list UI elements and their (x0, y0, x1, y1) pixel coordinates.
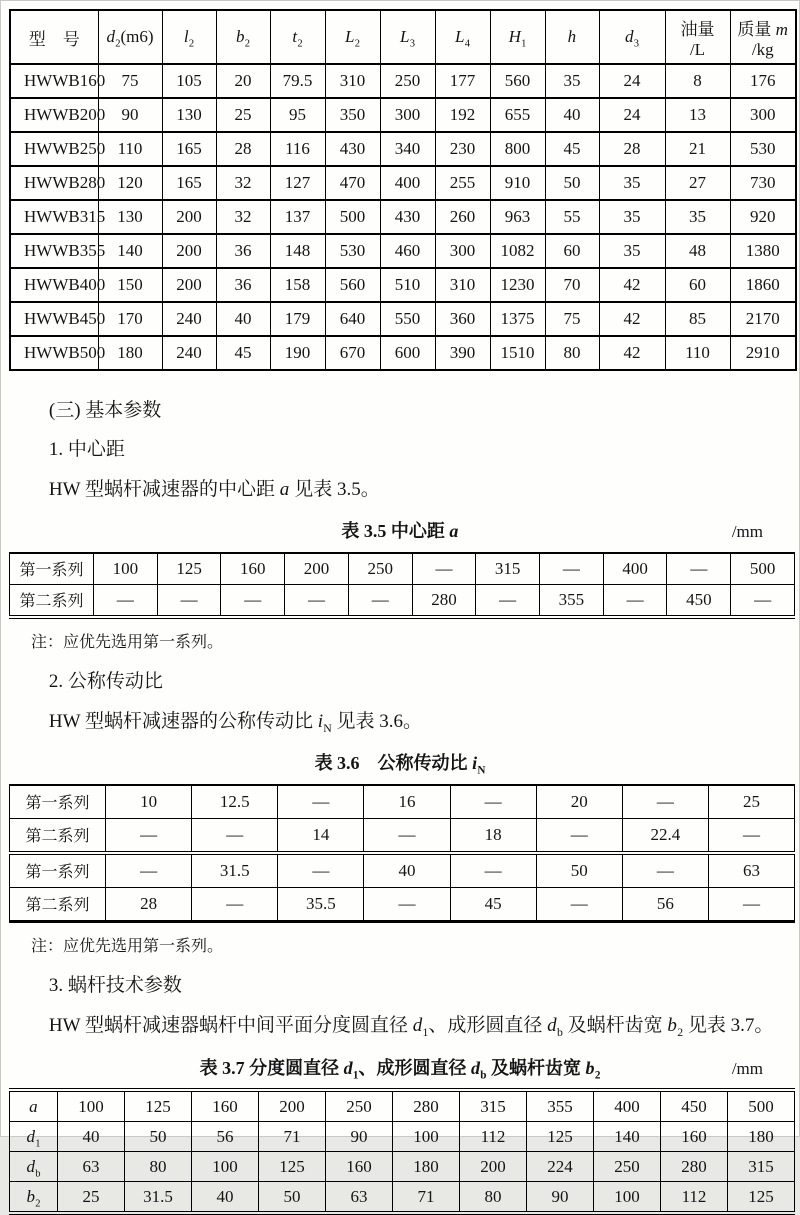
table-cell: 670 (325, 336, 380, 370)
table-cell: 179 (270, 302, 325, 336)
table-cell: 20 (216, 64, 270, 98)
table-cell: — (285, 584, 349, 617)
column-header: $d_2(m6)$ (98, 10, 162, 64)
row-header: HWWB450 (10, 302, 98, 336)
table-cell: 200 (460, 1152, 527, 1182)
table-cell: 200 (162, 268, 216, 302)
table-body (10, 785, 795, 922)
table-cell: 125 (527, 1122, 594, 1152)
item1-heading: 1. 中心距 (48, 438, 125, 460)
table-cell: — (412, 553, 476, 585)
table-cell: 180 (728, 1122, 795, 1152)
table-cell: 800 (490, 132, 545, 166)
item1-paragraph: HW 型蜗杆减速器的中心距 a 见表 3.5。 (48, 479, 380, 500)
table-cell: 125 (125, 1090, 192, 1122)
table-cell: 1380 (730, 234, 796, 268)
table-cell: 25 (216, 98, 270, 132)
table-cell: 355 (540, 584, 604, 617)
table-cell: 125 (157, 553, 221, 585)
table-cell: 24 (599, 98, 665, 132)
table-cell: 240 (162, 336, 216, 370)
table-cell: 20 (536, 785, 622, 819)
table-3-7-caption (9, 1057, 791, 1080)
table-cell: 460 (380, 234, 435, 268)
column-header: $H_1$ (490, 10, 545, 64)
table-cell: 12.5 (192, 785, 278, 819)
table-cell: 315 (460, 1090, 527, 1122)
table-cell: — (450, 785, 536, 819)
item2-heading: 2. 公称传动比 (48, 670, 163, 692)
table-cell: 31.5 (125, 1182, 192, 1214)
table-cell: 127 (270, 166, 325, 200)
table-cell: 350 (325, 98, 380, 132)
table-cell: 190 (270, 336, 325, 370)
table-cell: 125 (728, 1182, 795, 1214)
table-cell: 63 (326, 1182, 393, 1214)
table-cell: 35 (545, 64, 599, 98)
transmission-ratio-table (9, 784, 795, 923)
table-cell: 260 (435, 200, 490, 234)
table-row (10, 553, 795, 585)
table-cell: — (157, 584, 221, 617)
table-cell: — (536, 887, 622, 921)
table-cell: 40 (192, 1182, 259, 1214)
table-cell: 280 (393, 1090, 460, 1122)
center-distance-table (9, 552, 795, 619)
table-cell: 71 (393, 1182, 460, 1214)
table-cell: 510 (380, 268, 435, 302)
table-cell: 80 (545, 336, 599, 370)
row-header: $d_1$ (10, 1122, 58, 1152)
table-cell: 300 (380, 98, 435, 132)
table-cell: 25 (708, 785, 794, 819)
table-row (10, 132, 796, 166)
table-row (10, 268, 796, 302)
row-header: HWWB355 (10, 234, 98, 268)
table-cell: 450 (661, 1090, 728, 1122)
table-3-5-caption (9, 520, 791, 543)
table-row (10, 1182, 795, 1214)
column-header: $L_4$ (435, 10, 490, 64)
table-cell: 100 (94, 553, 158, 585)
table-cell: 165 (162, 132, 216, 166)
table-cell: 60 (545, 234, 599, 268)
table-cell: 75 (98, 64, 162, 98)
table-cell: 400 (594, 1090, 661, 1122)
table-cell: 300 (730, 98, 796, 132)
table-cell: 250 (326, 1090, 393, 1122)
table-cell: — (278, 785, 364, 819)
table-cell: 56 (192, 1122, 259, 1152)
table-row (10, 64, 796, 98)
table-cell: 430 (325, 132, 380, 166)
table-cell: — (364, 887, 450, 921)
table-cell: 28 (106, 887, 192, 921)
table-cell: 600 (380, 336, 435, 370)
table-3-6-caption (9, 752, 791, 778)
column-header: $l_2$ (162, 10, 216, 64)
table-cell: — (708, 887, 794, 921)
column-header: 质量 m /kg (730, 10, 796, 64)
table-cell: 35.5 (278, 887, 364, 921)
table-cell: 35 (599, 166, 665, 200)
table-cell: 125 (259, 1152, 326, 1182)
table-cell: 430 (380, 200, 435, 234)
table-cell: 963 (490, 200, 545, 234)
table-cell: 1860 (730, 268, 796, 302)
table-cell: 110 (665, 336, 730, 370)
table-cell: 640 (325, 302, 380, 336)
model-dimensions-table (9, 9, 797, 371)
table-cell: 18 (450, 818, 536, 853)
row-header: 第二系列 (10, 818, 106, 853)
table-cell: 176 (730, 64, 796, 98)
table-cell: 45 (545, 132, 599, 166)
table-cell: 192 (435, 98, 490, 132)
table-cell: 2910 (730, 336, 796, 370)
row-header: $b_2$ (10, 1182, 58, 1214)
table-cell: 10 (106, 785, 192, 819)
table-cell: 730 (730, 166, 796, 200)
table-cell: 100 (594, 1182, 661, 1214)
item2-paragraph: HW 型蜗杆减速器的公称传动比 $i_N$ 见表 3.6。 (48, 711, 423, 735)
worm-parameters-table (9, 1088, 795, 1215)
table-cell: 40 (216, 302, 270, 336)
table-cell: 200 (259, 1090, 326, 1122)
table-cell: 90 (98, 98, 162, 132)
table-cell: 180 (98, 336, 162, 370)
table-cell: 450 (667, 584, 731, 617)
table-cell: 90 (527, 1182, 594, 1214)
table-cell: 130 (162, 98, 216, 132)
table-cell: 140 (594, 1122, 661, 1152)
table-cell: — (94, 584, 158, 617)
column-header: $t_2$ (270, 10, 325, 64)
table-cell: 42 (599, 336, 665, 370)
table-row (10, 200, 796, 234)
table-3-5-unit: /mm (731, 522, 763, 542)
table-cell: 200 (285, 553, 349, 585)
table-row (10, 785, 795, 819)
table-3-7-unit: /mm (731, 1058, 763, 1078)
table-cell: 250 (594, 1152, 661, 1182)
table-cell: 130 (98, 200, 162, 234)
table-cell: 177 (435, 64, 490, 98)
table-cell: 390 (435, 336, 490, 370)
table-cell: 32 (216, 200, 270, 234)
table-cell: 1230 (490, 268, 545, 302)
table-cell: — (603, 584, 667, 617)
table-cell: 920 (730, 200, 796, 234)
table-cell: 100 (192, 1152, 259, 1182)
table-row (10, 818, 795, 853)
table-cell: 22.4 (622, 818, 708, 853)
table-cell: — (536, 818, 622, 853)
section-heading-basic-params: (三) 基本参数 (48, 400, 162, 421)
table-header (10, 10, 796, 64)
table-cell: 355 (527, 1090, 594, 1122)
table-cell: 400 (380, 166, 435, 200)
table-cell: 255 (435, 166, 490, 200)
table-3-5-note: 注：应优先选用第一系列。 (31, 633, 224, 651)
table-cell: 250 (380, 64, 435, 98)
table-cell: 655 (490, 98, 545, 132)
table-cell: 280 (661, 1152, 728, 1182)
table-cell: 24 (599, 64, 665, 98)
table-3-6-note: 注：应优先选用第一系列。 (31, 937, 224, 955)
table-cell: — (667, 553, 731, 585)
table-cell: 105 (162, 64, 216, 98)
table-cell: 48 (665, 234, 730, 268)
table-cell: 35 (665, 200, 730, 234)
table-cell: 79.5 (270, 64, 325, 98)
table-row (10, 234, 796, 268)
row-header: HWWB400 (10, 268, 98, 302)
table-cell: 230 (435, 132, 490, 166)
item3-paragraph: HW 型蜗杆减速器蜗杆中间平面分度圆直径 $d_1$、成形圆直径 $d_b$ 及蜗杆齿宽 $b_2$ 见表 3.7。 (48, 1015, 774, 1040)
table-cell: 200 (162, 234, 216, 268)
table-cell: 1510 (490, 336, 545, 370)
table-cell: 340 (380, 132, 435, 166)
table-cell: 36 (216, 268, 270, 302)
table-cell: 70 (545, 268, 599, 302)
table-cell: 360 (435, 302, 490, 336)
table-row (10, 98, 796, 132)
table-cell: 40 (545, 98, 599, 132)
table-cell: 550 (380, 302, 435, 336)
row-header: HWWB500 (10, 336, 98, 370)
table-cell: 560 (490, 64, 545, 98)
table-cell: — (708, 818, 794, 853)
table-cell: 224 (527, 1152, 594, 1182)
row-header: HWWB250 (10, 132, 98, 166)
table-cell: 28 (216, 132, 270, 166)
table-cell: — (476, 584, 540, 617)
table-cell: 112 (661, 1182, 728, 1214)
table-cell: — (450, 853, 536, 888)
table-row (10, 166, 796, 200)
table-cell: 14 (278, 818, 364, 853)
table-cell: 180 (393, 1152, 460, 1182)
table-row (10, 853, 795, 888)
table-cell: 280 (412, 584, 476, 617)
table-cell: 500 (731, 553, 795, 585)
table-cell: 31.5 (192, 853, 278, 888)
table-cell: 165 (162, 166, 216, 200)
table-cell: 500 (728, 1090, 795, 1122)
table-cell: — (106, 818, 192, 853)
table-cell: 50 (545, 166, 599, 200)
column-header: 型 号 (10, 10, 98, 64)
row-header: 第一系列 (10, 553, 94, 585)
row-header: HWWB160 (10, 64, 98, 98)
table-cell: 137 (270, 200, 325, 234)
table-cell: 910 (490, 166, 545, 200)
table-cell: 90 (326, 1122, 393, 1152)
table-cell: 116 (270, 132, 325, 166)
row-header: HWWB280 (10, 166, 98, 200)
table-3-5-title: 表 3.5 中心距 a (341, 521, 459, 542)
table-cell: 56 (622, 887, 708, 921)
table-cell: 170 (98, 302, 162, 336)
table-cell: 160 (221, 553, 285, 585)
table-cell: 27 (665, 166, 730, 200)
column-header: h (545, 10, 599, 64)
table-cell: 160 (661, 1122, 728, 1152)
table-row (10, 584, 795, 617)
row-header: HWWB200 (10, 98, 98, 132)
table-cell: 42 (599, 302, 665, 336)
table-cell: 42 (599, 268, 665, 302)
table-cell: 2170 (730, 302, 796, 336)
table-header-row (10, 10, 796, 64)
table-row (10, 302, 796, 336)
table-cell: 500 (325, 200, 380, 234)
table-cell: 1082 (490, 234, 545, 268)
column-header: $L_3$ (380, 10, 435, 64)
table-cell: — (278, 853, 364, 888)
table-cell: 85 (665, 302, 730, 336)
table-cell: 530 (325, 234, 380, 268)
table-cell: 36 (216, 234, 270, 268)
table-cell: 100 (393, 1122, 460, 1152)
table-cell: 40 (58, 1122, 125, 1152)
table-cell: 63 (708, 853, 794, 888)
table-row (10, 336, 796, 370)
row-header: $d_b$ (10, 1152, 58, 1182)
table-cell: 60 (665, 268, 730, 302)
row-header: 第二系列 (10, 584, 94, 617)
table-cell: 80 (460, 1182, 527, 1214)
table-cell: 40 (364, 853, 450, 888)
table-cell: 470 (325, 166, 380, 200)
table-row (10, 1090, 795, 1122)
table-cell: — (622, 785, 708, 819)
table-cell: 63 (58, 1152, 125, 1182)
table-cell: 240 (162, 302, 216, 336)
column-header: $d_3$ (599, 10, 665, 64)
table-cell: 28 (599, 132, 665, 166)
column-header: $L_2$ (325, 10, 380, 64)
table-row (10, 1122, 795, 1152)
table-cell: — (731, 584, 795, 617)
row-header: 第一系列 (10, 785, 106, 819)
table-cell: — (192, 818, 278, 853)
table-cell: — (364, 818, 450, 853)
table-cell: — (106, 853, 192, 888)
table-cell: 16 (364, 785, 450, 819)
table-cell: 310 (325, 64, 380, 98)
table-cell: 200 (162, 200, 216, 234)
table-cell: 315 (728, 1152, 795, 1182)
table-cell: 45 (450, 887, 536, 921)
table-cell: 160 (326, 1152, 393, 1182)
table-cell: — (540, 553, 604, 585)
table-cell: 1375 (490, 302, 545, 336)
table-cell: — (192, 887, 278, 921)
table-body (10, 553, 795, 617)
table-cell: — (221, 584, 285, 617)
table-cell: 315 (476, 553, 540, 585)
table-row (10, 1152, 795, 1182)
row-header: 第二系列 (10, 887, 106, 921)
table-cell: 71 (259, 1122, 326, 1152)
table-cell: 35 (599, 234, 665, 268)
table-cell: 310 (435, 268, 490, 302)
table-cell: 75 (545, 302, 599, 336)
table-cell: 120 (98, 166, 162, 200)
table-cell: 148 (270, 234, 325, 268)
table-cell: 110 (98, 132, 162, 166)
table-cell: 140 (98, 234, 162, 268)
table-cell: 35 (599, 200, 665, 234)
row-header: 第一系列 (10, 853, 106, 888)
table-cell: 112 (460, 1122, 527, 1152)
table-cell: 150 (98, 268, 162, 302)
table-cell: 50 (125, 1122, 192, 1152)
column-header: $b_2$ (216, 10, 270, 64)
table-cell: 530 (730, 132, 796, 166)
table-cell: 32 (216, 166, 270, 200)
table-3-7-title: 表 3.7 分度圆直径 $d_1$、成形圆直径 $d_b$ 及蜗杆齿宽 $b_2$ (199, 1057, 601, 1082)
row-header: a (10, 1090, 58, 1122)
table-cell: 45 (216, 336, 270, 370)
table-cell: 250 (348, 553, 412, 585)
table-row (10, 887, 795, 921)
table-cell: 100 (58, 1090, 125, 1122)
table-body (10, 1090, 795, 1213)
table-cell: 95 (270, 98, 325, 132)
table-3-6-title: 表 3.6 公称传动比 $i_N$ (314, 753, 486, 778)
table-cell: — (348, 584, 412, 617)
table-cell: 50 (536, 853, 622, 888)
table-cell: 21 (665, 132, 730, 166)
table-cell: 50 (259, 1182, 326, 1214)
table-body (10, 64, 796, 370)
table-cell: 13 (665, 98, 730, 132)
column-header: 油量 /L (665, 10, 730, 64)
table-cell: 560 (325, 268, 380, 302)
table-cell: 158 (270, 268, 325, 302)
table-cell: 80 (125, 1152, 192, 1182)
table-cell: — (622, 853, 708, 888)
row-header: HWWB315 (10, 200, 98, 234)
table-cell: 160 (192, 1090, 259, 1122)
table-cell: 25 (58, 1182, 125, 1214)
table-cell: 400 (603, 553, 667, 585)
item3-heading: 3. 蜗杆技术参数 (48, 974, 182, 996)
table-cell: 8 (665, 64, 730, 98)
table-cell: 300 (435, 234, 490, 268)
table-cell: 55 (545, 200, 599, 234)
